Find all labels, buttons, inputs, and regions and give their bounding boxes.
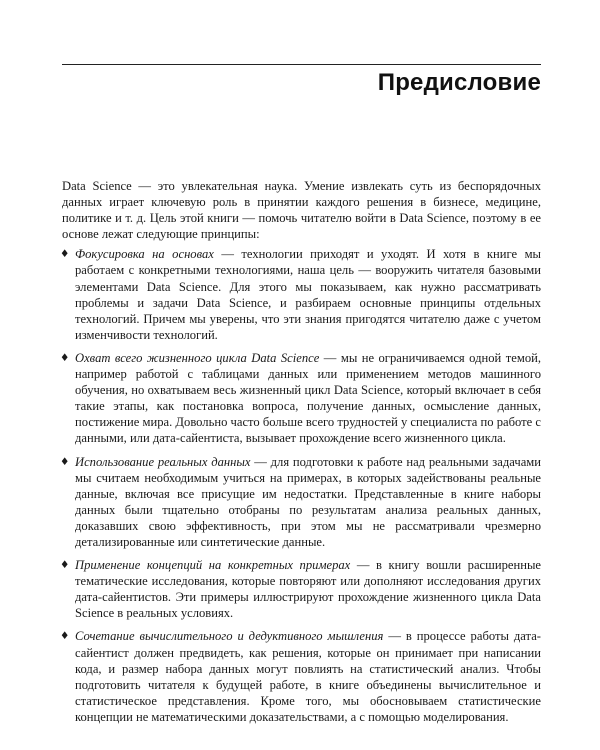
diamond-bullet-icon: ♦ xyxy=(60,630,70,643)
intro-paragraph: Data Science — это увлекательная наука. Умение извлекать суть из беспорядочных данных играет ключевую роль в принятии каждого решения в бизнесе, медицине, политике и т. д. Цель этой книги — помочь читателю войти в Data Science, поэтому в ее основе лежат следующие принципы: xyxy=(62,179,541,242)
principle-text: — в процессе работы дата-сайентист должен предвидеть, как решения, которые он принимает при написании кода, и размер набора данных могут повлиять на статистический анализ. Чтобы подготовить читателя к будущей работе, в книге объединены вычислительное и статистическое представления. Кроме того, мы обосновываем статистические концепции не математическими доказательствами, а с помощью моделирования. xyxy=(75,629,541,724)
principle-term: Использование реальных данных xyxy=(75,454,251,469)
list-item xyxy=(62,454,541,551)
principle-term: Сочетание вычислительного и дедуктивного мышления xyxy=(75,629,384,644)
diamond-bullet-icon: ♦ xyxy=(60,248,70,261)
diamond-bullet-icon: ♦ xyxy=(60,351,70,364)
chapter-title: Предисловие xyxy=(377,69,541,96)
diamond-bullet-icon: ♦ xyxy=(60,455,70,468)
list-item xyxy=(62,628,541,725)
list-item xyxy=(62,350,541,447)
principle-text: — для подготовки к работе над реальными задачами мы считаем необходимым учиться на примерах, в которых задействованы реальные данные, включая все присущие им недостатки. Представленные в книге наборы данных были тщательно отобраны по результатам анализа реальных данных, доказавших свою эффективность, при этом мы не рассматривали чрезмерно детализированные или синтетические данные. xyxy=(75,454,541,549)
principle-term: Охват всего жизненного цикла Data Science xyxy=(75,350,320,365)
principle-term: Применение концепций на конкретных примерах xyxy=(75,558,351,573)
principles-list xyxy=(62,246,541,725)
principle-text: — мы не ограничиваемся одной темой, например работой с таблицами данных или применением методов машинного обучения, но охватываем весь жизненный цикл Data Science, который включает в себя такие этапы, как постановка вопроса, получение данных, осмысление данных, постижение мира. Довольно часто больше всего трудностей у специалиста по работе с данными, или дата-сайентиста, вызывает прохождение всего жизненного цикла. xyxy=(75,350,541,446)
header-rule xyxy=(62,64,541,65)
principle-term: Фокусировка на основах xyxy=(75,247,214,262)
list-item xyxy=(62,246,541,343)
list-item xyxy=(62,557,541,621)
body-text xyxy=(62,178,541,732)
diamond-bullet-icon: ♦ xyxy=(60,559,70,572)
principle-text: — в книгу вошли расширенные тематические исследования, которые повторяют или дополняют исследования других дата-сайентистов. Эти примеры иллюстрируют прохождение жизненного цикла Data Science в реальных условиях. xyxy=(75,558,541,621)
principle-text: — технологии приходят и уходят. И хотя в книге мы работаем с конкретными технологиями, наша цель — вооружить читателя базовыми элементами Data Science. Для этого мы показываем, как нужно рассматривать проблемы и задачи Data Science, и разбираем основные принципы отдельных технологий. Причем мы уверены, что эти знания пригодятся читателю даже с учетом изменчивости технологий. xyxy=(75,247,541,342)
